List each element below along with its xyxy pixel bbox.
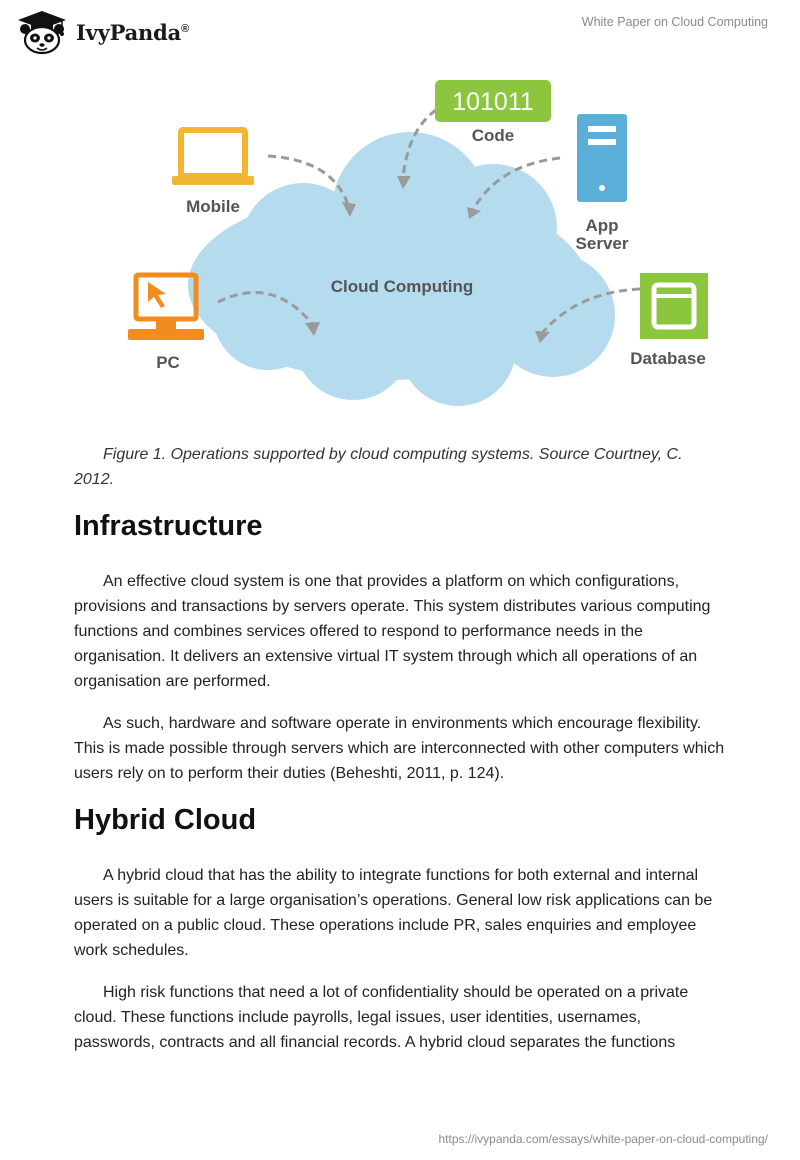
pc-label: PC bbox=[156, 353, 180, 372]
brand-logo[interactable] bbox=[14, 9, 189, 55]
app-server-label-line2: Server bbox=[575, 234, 629, 253]
code-value: 101011 bbox=[452, 88, 534, 116]
cloud-computing-figure bbox=[98, 70, 738, 418]
figure-caption: Figure 1. Operations supported by cloud computing systems. Source Courtney, C. 2012. bbox=[74, 446, 683, 488]
mobile-label: Mobile bbox=[186, 197, 240, 216]
document-title: White Paper on Cloud Computing bbox=[581, 15, 768, 29]
app-server-label-line1: App bbox=[585, 216, 619, 235]
cloud-center-label: Cloud Computing bbox=[330, 277, 474, 296]
cloud-shape bbox=[188, 132, 615, 406]
section-heading-infrastructure: Infrastructure bbox=[74, 510, 263, 542]
paragraph: As such, hardware and software operate in environments which encourage flexibility. This is made possible through servers which are interconnected with other computers which users rely on to perform their duties (Beheshti, 2011, p. 124). bbox=[74, 715, 725, 782]
brand-name: IvyPanda® bbox=[76, 19, 189, 45]
database-label: Database bbox=[630, 349, 706, 368]
mobile-laptop-icon bbox=[172, 130, 254, 185]
paragraph: High risk functions that need a lot of confidentiality should be operated on a private cloud. These functions include payrolls, legal issues, user identities, usernames, passwords, contracts and all financial records. A hybrid cloud separates the functions bbox=[74, 984, 689, 1051]
paragraph: A hybrid cloud that has the ability to integrate functions for both external and internal users is suitable for a large organisation’s operations. General low risk applications can be operated on a public cloud. These operations include PR, sales enquiries and employee work schedules. bbox=[74, 867, 713, 959]
app-server-icon bbox=[577, 114, 627, 202]
source-url-link[interactable]: https://ivypanda.com/essays/white-paper-on-cloud-computing/ bbox=[438, 1132, 768, 1146]
panda-graduate-icon bbox=[14, 9, 70, 55]
page-header bbox=[0, 0, 800, 64]
code-label: Code bbox=[471, 126, 515, 145]
database-icon bbox=[640, 273, 708, 339]
paragraph: An effective cloud system is one that provides a platform on which configurations, provisions and transactions by servers operate. This system distributes various computing functions and combines services offered to respond to performance needs in the organisation. It delivers an extensive virtual IT system through which all operations of an organisation are performed. bbox=[74, 573, 711, 690]
section-heading-hybrid-cloud: Hybrid Cloud bbox=[74, 804, 257, 836]
